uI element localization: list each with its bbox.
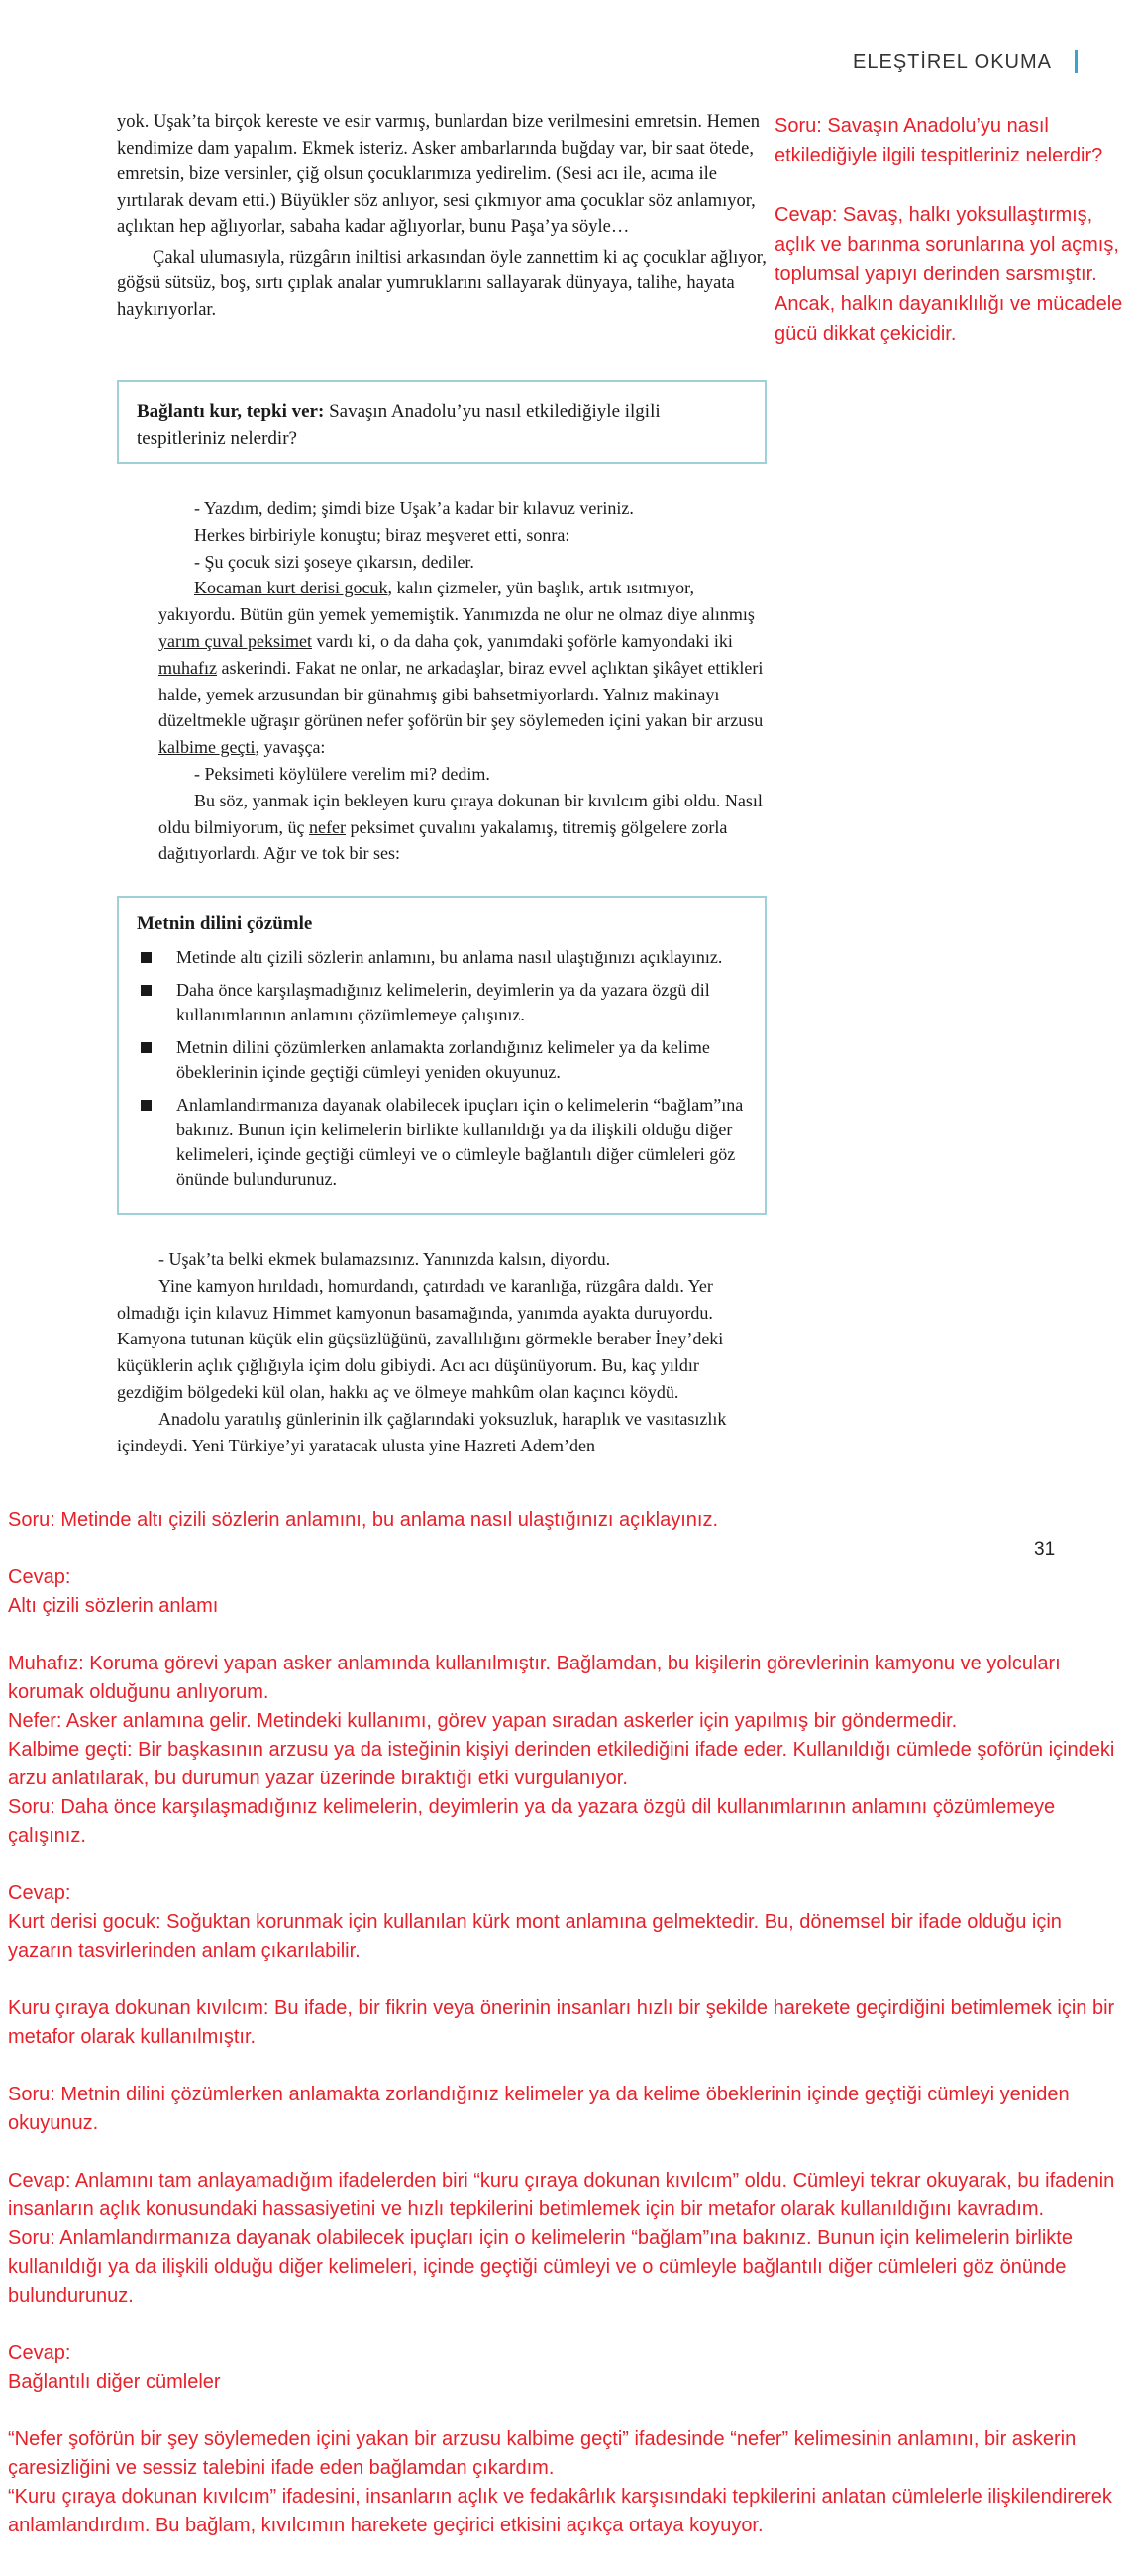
underlined-phrase: yarım çuval peksimet — [158, 630, 312, 651]
passage-bottom — [117, 1246, 767, 1458]
text-run: , yavaşça: — [255, 737, 326, 758]
language-analysis-box — [117, 896, 767, 1215]
list-item-text: Metnin dilini çözümlerken anlamakta zorlandığınız kelimeler ya da kelime öbeklerinin içinde geçtiği cümleyi yeniden okuyunuz. — [176, 1037, 710, 1082]
answer-line: Cevap: Anlamını tam anlayamadığım ifadelerden biri “kuru çıraya dokunan kıvılcım” oldu. Cümleyi tekrar okuyarak, bu ifadenin insanların açlık konusundaki hassasiyetini ve hızlı tepkilerini betimlemek için bir metafor olarak kullanıldığını kavradım. — [8, 2170, 1115, 2220]
list-item — [137, 1093, 747, 1192]
answer-line — [8, 1851, 1127, 1879]
side-note-answer — [775, 111, 1137, 349]
text-run: , kalın çizmeler, yün başlık, artık ısıtmıyor, yakıyordu. Bütün gün yemek yememiştik. Yanımızda ne olur ne olmaz diye alınmış — [158, 578, 755, 625]
passage-middle — [158, 495, 765, 867]
answer-line: Kuru çıraya dokunan kıvılcım: Bu ifade, bir fikrin veya önerinin insanları hızlı bir şekilde harekete geçirdiğini betimlemek için bir metafor olarak kullanılmıştır. — [8, 1997, 1115, 2048]
answer-line: Muhafız: Koruma görevi yapan asker anlamında kullanılmıştır. Bağlamdan, bu kişilerin görevlerinin kamyonu ve yolcuları korumak olduğunu anlıyorum. — [8, 1653, 1061, 1703]
list-item — [137, 978, 747, 1027]
answer-line: Soru: Metinde altı çizili sözlerin anlamını, bu anlama nasıl ulaştığınızı açıklayınız. — [8, 1509, 719, 1531]
paragraph — [158, 575, 765, 761]
text-run: Bu söz, yanmak için bekleyen kuru çıraya dokunan bir kıvılcım gibi oldu. Nasıl oldu bilmiyorum, üç — [158, 790, 763, 837]
answer-line — [8, 2310, 1127, 2339]
answer-line — [8, 1966, 1127, 1994]
square-bullet-icon — [141, 1100, 152, 1111]
list-item — [137, 945, 747, 970]
answer-line — [8, 2540, 1127, 2569]
paragraph: Çakal ulumasıyla, rüzgârın iniltisi arkasından öyle zannettim ki aç çocuklar ağlıyor, göğsü sütsüz, boş, sırtı çıplak analar yumruklarını sallayarak dünyaya, talihe, hayata haykırıyorlar. — [117, 247, 767, 320]
answer-line — [8, 2397, 1127, 2425]
underlined-phrase: Kocaman kurt derisi gocuk — [194, 578, 388, 598]
answer-line — [8, 2052, 1127, 2081]
answer-line: Kurt derisi gocuk: Soğuktan korunmak için kullanılan kürk mont anlamına gelmektedir. Bu, dönemsel bir ifade olduğu için yazarın tasvirlerinden anlam çıkarılabilir. — [8, 1911, 1062, 1962]
dialogue-line: - Peksimeti köylülere verelim mi? dedim. — [194, 763, 490, 784]
connect-react-box — [117, 380, 767, 464]
underlined-phrase: kalbime geçti — [158, 737, 256, 758]
text-run: vardı ki, o da daha çok, yanımdaki şoförle kamyondaki iki — [311, 630, 733, 651]
answer-line: Cevap: — [8, 1882, 71, 1904]
answer-line: Soru: Daha önce karşılaşmadığınız kelimelerin, deyimlerin ya da yazara özgü dil kullanımlarının anlamını çözümlemeye çalışınız. — [8, 1796, 1056, 1847]
language-box-title: Metnin dilini çözümle — [137, 913, 313, 934]
answer-line — [8, 1535, 1127, 1563]
page-header-title: ELEŞTİREL OKUMA — [853, 52, 1052, 73]
square-bullet-icon — [141, 985, 152, 996]
answer-line: Nefer: Asker anlamına gelir. Metindeki kullanımı, görev yapan sıradan askerler için yapılmış bir göndermedir. — [8, 1710, 958, 1732]
answer-line: Soru: Metnin dilini çözümlerken anlamakta zorlandığınız kelimeler ya da kelime öbeklerinin içinde geçtiği cümleyi yeniden okuyunuz. — [8, 2084, 1070, 2134]
dialogue-line: - Yazdım, dedim; şimdi bize Uşak’a kadar bir kılavuz veriniz. — [194, 498, 634, 518]
list-item-text: Metinde altı çizili sözlerin anlamını, bu anlama nasıl ulaştığınızı açıklayınız. — [176, 947, 723, 967]
header-accent-bar — [1075, 50, 1078, 73]
answer-line: Altı çizili sözlerin anlamı — [8, 1595, 219, 1617]
square-bullet-icon — [141, 1042, 152, 1053]
language-box-list — [137, 945, 747, 1192]
dialogue-line: - Uşak’ta belki ekmek bulamazsınız. Yanınızda kalsın, diyordu. — [158, 1249, 611, 1269]
answer-line: Cevap: — [8, 1566, 71, 1588]
dialogue-line: - Şu çocuk sizi şoseye çıkarsın, dediler. — [194, 551, 474, 572]
answer-line: Bağlantılı diğer cümleler — [8, 2371, 221, 2393]
paragraph: Yine kamyon hırıldadı, homurdandı, çatırdadı ve karanlığa, rüzgâra daldı. Yer olmadığı için kılavuz Himmet kamyonun basamağında, yanımda ayakta duruyordu. Kamyona tutunan küçük elin güçsüzlüğünü, zavallılığını görmekle beraber İney’deki küçüklerin açlık çığlığıyla içim dolu gibiydi. Acı acı düşünüyorum. Bu, kaç yıldır gezdiğim bölgedeki kül olan, hakkı aç ve ölmeye mahkûm olan kaçıncı köydü. — [117, 1275, 724, 1402]
answers-section — [8, 1506, 1127, 2569]
answer-line: Soru: Anlamlandırmanıza dayanak olabilecek ipuçları için o kelimelerin “bağlam”ına bakınız. Bunun için kelimelerin birlikte kullanıldığı ya da ilişkili olduğu diğer kelimeleri, içinde geçtiği cümleyi ve o cümleyle bağlantılı diğer cümleleri göz önünde bulundurunuz. — [8, 2227, 1073, 2307]
square-bullet-icon — [141, 952, 152, 963]
page-number: 31 — [1034, 1539, 1056, 1559]
paragraph: Anadolu yaratılış günlerinin ilk çağlarındaki yoksuzluk, haraplık ve vasıtasızlık içindeydi. Yeni Türkiye’yi yaratacak ulusta yine Hazreti Adem’den — [117, 1408, 727, 1455]
connect-box-text: Savaşın Anadolu’yu nasıl etkilediğiyle ilgili tespitleriniz nelerdir? — [137, 401, 661, 449]
list-item — [137, 1035, 747, 1085]
answer-line — [8, 2138, 1127, 2167]
list-item-text: Daha önce karşılaşmadığınız kelimelerin, deyimlerin ya da yazara özgü dil kullanımlarının anlamını çözümlemeye çalışınız. — [176, 980, 710, 1024]
dialogue-line: Herkes birbiriyle konuştu; biraz meşveret etti, sonra: — [194, 524, 570, 545]
answer-line: “Nefer şoförün bir şey söylemeden içini yakan bir arzusu kalbime geçti” ifadesinde “nefer” kelimesinin anlamını, bir askerin çaresizliğini ve sessiz talebini ifade eden bağlamdan çıkardım. — [8, 2428, 1077, 2479]
list-item-text: Anlamlandırmanıza dayanak olabilecek ipuçları için o kelimelerin “bağlam”ına bakınız. Bunun için kelimelerin birlikte kullanıldığı ya da ilişkili olduğu diğer kelimeleri, içinde geçtiği cümleyi ve o cümleyle bağlantılı diğer cümleleri göz önünde bulundurunuz. — [176, 1095, 744, 1189]
paragraph: yok. Uşak’ta birçok kereste ve esir varmış, bunlardan bize verilmesini emretsin. Hemen kendimize dam yapalım. Ekmek isteriz. Asker ambarlarında buğday var, bir saat ötede, emretsin, bize versinler, çiğ olsun çocuklarımıza yedirelim. (Sesi acı ile, acıma ile yırtılarak devam etti.) Büyükler söz anlıyor, sesi çıkmıyor ama çocuklar söz anlamıyor, açlıktan hep ağlıyorlar, sabaha kadar ağlıyorlar, bunu Paşa’ya söyle… — [117, 112, 761, 237]
underlined-phrase: muhafız — [158, 657, 217, 678]
text-run: askerindi. Fakat ne onlar, ne arkadaşlar, biraz evvel açlıktan şikâyet ettikleri halde, yemek arzusundan bir günahmış gibi bahsetmiyorlardı. Yalnız makinayı düzeltmekle uğraşır görünen nefer şoförün bir şey söylemeden içini yakan bir arzusu — [158, 657, 764, 731]
passage-top — [117, 109, 767, 323]
answer-line: Cevap: — [8, 2342, 71, 2364]
paragraph — [158, 788, 765, 867]
connect-box-title: Bağlantı kur, tepki ver: — [137, 401, 325, 422]
underlined-phrase: nefer — [309, 816, 346, 837]
side-note-question: Soru: Savaşın Anadolu’yu nasıl etkilediğiyle ilgili tespitleriniz nelerdir? — [775, 115, 1103, 166]
text-run: peksimet çuvalını yakalamış, titremiş gölgelere zorla dağıtıyorlardı. Ağır ve tok bir ses: — [158, 816, 728, 864]
answer-line: Kalbime geçti: Bir başkasının arzusu ya da isteğinin kişiyi derinden etkilediğini ifade eder. Kullanıldığı cümlede şoförün içindeki arzu anlatılarak, bu durumun yazar üzerinde bıraktığı etki vurgulanıyor. — [8, 1739, 1115, 1789]
answer-line — [8, 1621, 1127, 1650]
answer-line: “Kuru çıraya dokunan kıvılcım” ifadesini, insanların açlık ve fedakârlık karşısındaki tepkilerini anlatan cümlelerle ilişkilendirerek anlamlandırdım. Bu bağlam, kıvılcımın harekete geçirici etkisini açıkça ortaya koyuyor. — [8, 2486, 1112, 2536]
side-note-answer-text: Cevap: Savaş, halkı yoksullaştırmış, açlık ve barınma sorunlarına yol açmış, toplumsal yapıyı derinden sarsmıştır. Ancak, halkın dayanıklılığı ve mücadele gücü dikkat çekicidir. — [775, 204, 1123, 345]
